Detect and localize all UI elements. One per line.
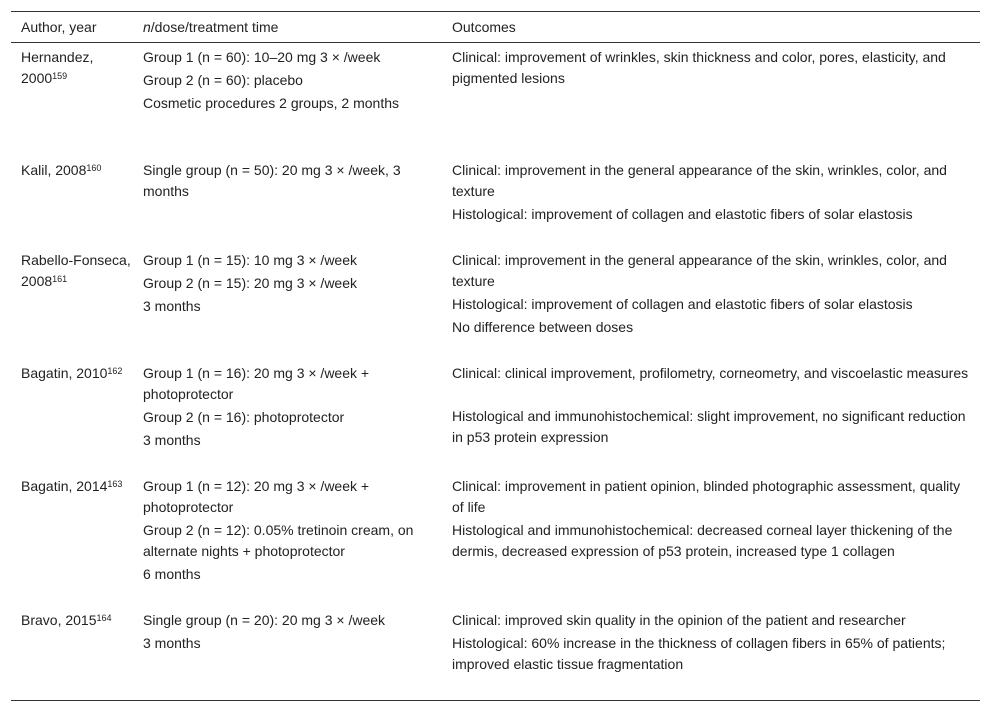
author-cell xyxy=(21,47,139,89)
dose-line: Group 2 (n = 15): 20 mg 3 × /week xyxy=(143,275,358,291)
author-name: Hernandez, 2000 xyxy=(21,49,94,86)
outcome-line: Histological: improvement of collagen and elastotic fibers of solar elastosis xyxy=(452,206,913,222)
author-cell xyxy=(21,610,139,631)
reference-number: 162 xyxy=(107,366,123,376)
outcomes-cell xyxy=(452,476,972,564)
outcomes-cell xyxy=(452,47,972,91)
author-cell xyxy=(21,250,139,292)
outcome-line: No difference between doses xyxy=(452,319,634,335)
table-header-rule xyxy=(11,42,980,43)
header-dose-rest: /dose/treatment time xyxy=(150,19,279,35)
table-top-rule xyxy=(11,11,980,12)
header-dose xyxy=(143,18,278,37)
dose-cell xyxy=(143,363,443,453)
dose-line: 3 months xyxy=(143,298,201,314)
author-cell xyxy=(21,160,139,181)
outcome-line: Histological and immunohistochemical: decreased corneal layer thickening of the dermis, decreased expression of p53 protein, increased type 1 collagen xyxy=(452,522,953,559)
header-author-year: Author, year xyxy=(21,19,97,35)
dose-line: Group 2 (n = 12): 0.05% tretinoin cream, on alternate nights + photoprotector xyxy=(143,522,414,559)
outcome-line: Histological and immunohistochemical: slight improvement, no significant reduction in p53 protein expression xyxy=(452,408,966,445)
author-name: Bagatin, 2010 xyxy=(21,365,108,381)
author-cell xyxy=(21,363,139,384)
reference-number: 164 xyxy=(96,613,112,623)
dose-line: Group 1 (n = 60): 10–20 mg 3 × /week xyxy=(143,49,381,65)
dose-line: Group 1 (n = 15): 10 mg 3 × /week xyxy=(143,252,358,268)
outcomes-cell xyxy=(452,363,972,450)
dose-cell xyxy=(143,160,443,204)
outcome-line: Clinical: improvement in patient opinion, blinded photographic assessment, quality of life xyxy=(452,478,961,515)
author-name: Rabello-Fonseca, 2008 xyxy=(21,252,131,289)
outcome-line: Histological: improvement of collagen and elastotic fibers of solar elastosis xyxy=(452,296,913,312)
outcome-line: Clinical: improvement in the general appearance of the skin, wrinkles, color, and texture xyxy=(452,252,947,289)
outcome-line: Clinical: improvement in the general appearance of the skin, wrinkles, color, and texture xyxy=(452,162,947,199)
outcomes-cell xyxy=(452,250,972,340)
table-bottom-rule xyxy=(11,700,980,701)
reference-number: 160 xyxy=(86,163,102,173)
author-name: Bagatin, 2014 xyxy=(21,478,108,494)
dose-cell xyxy=(143,476,443,587)
dose-line: Single group (n = 50): 20 mg 3 × /week, 3 months xyxy=(143,162,401,199)
dose-line: Group 2 (n = 60): placebo xyxy=(143,72,303,88)
dose-line: Cosmetic procedures 2 groups, 2 months xyxy=(143,95,400,111)
outcome-line: Clinical: clinical improvement, profilometry, corneometry, and viscoelastic measures xyxy=(452,365,969,381)
author-name: Kalil, 2008 xyxy=(21,162,87,178)
outcomes-cell xyxy=(452,610,972,677)
dose-cell xyxy=(143,47,443,116)
outcomes-cell xyxy=(452,160,972,227)
dose-line: 6 months xyxy=(143,566,201,582)
outcome-line: Clinical: improved skin quality in the opinion of the patient and researcher xyxy=(452,612,906,628)
dose-line: Group 1 (n = 16): 20 mg 3 × /week + photoprotector xyxy=(143,365,370,402)
author-cell xyxy=(21,476,139,497)
dose-cell xyxy=(143,610,443,656)
outcome-line: Histological: 60% increase in the thickness of collagen fibers in 65% of patients; improved elastic tissue fragmentation xyxy=(452,635,946,672)
header-dose-n: n xyxy=(143,19,151,35)
reference-number: 161 xyxy=(52,274,68,284)
reference-number: 159 xyxy=(52,71,68,81)
header-outcomes: Outcomes xyxy=(452,19,516,35)
dose-line: 3 months xyxy=(143,635,201,651)
dose-line: Group 1 (n = 12): 20 mg 3 × /week + photoprotector xyxy=(143,478,370,515)
dose-line: Group 2 (n = 16): photoprotector xyxy=(143,409,345,425)
dose-cell xyxy=(143,250,443,319)
outcome-line: Clinical: improvement of wrinkles, skin thickness and color, pores, elasticity, and pigmented lesions xyxy=(452,49,946,86)
reference-number: 163 xyxy=(107,479,123,489)
dose-line: Single group (n = 20): 20 mg 3 × /week xyxy=(143,612,386,628)
author-name: Bravo, 2015 xyxy=(21,612,97,628)
dose-line: 3 months xyxy=(143,432,201,448)
